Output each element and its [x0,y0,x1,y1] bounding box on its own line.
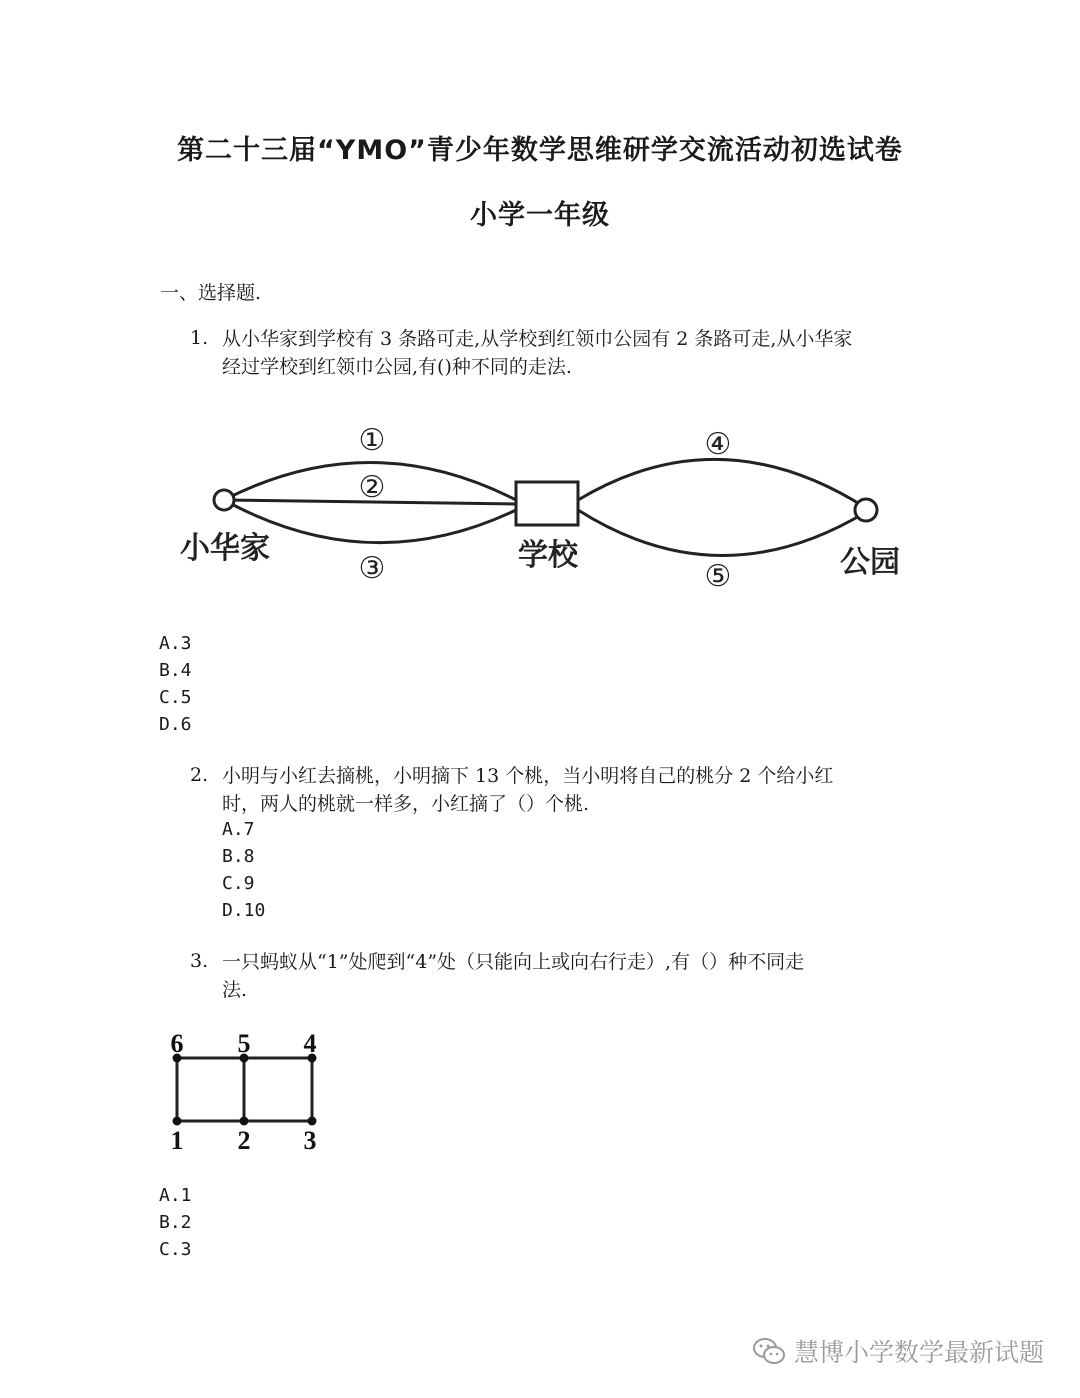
question-1-line-2: 经过学校到红领巾公园,有()种不同的走法. [222,356,572,378]
home-node [214,490,234,510]
grid-node-4: 4 [303,1029,317,1058]
question-2-line-1: 小明与小红去摘桃，小明摘下 13 个桃，当小明将自己的桃分 2 个给小红 [222,765,834,787]
grid-node-2: 2 [237,1126,251,1155]
question-2-text [222,762,922,818]
park-label: 公园 [840,545,900,580]
question-3-line-1: 一只蚂蚁从“1”处爬到“4”处（只能向上或向右行走）,有（）种不同走 [222,951,805,973]
route-4-label: ④ [704,427,732,462]
question-3-text [222,948,922,1004]
route-3-label: ③ [358,551,386,586]
option-a: A.7 [222,819,255,840]
route-5-path [578,510,866,556]
question-2-number: 2. [190,764,209,786]
watermark-text: 慧博小学数学最新试题 [793,1338,1044,1367]
grid-node-5: 5 [237,1029,251,1058]
park-node [855,499,877,521]
routes-diagram [150,410,930,610]
home-label: 小华家 [180,531,270,566]
question-3-options [159,1182,192,1263]
question-2-line-2: 时，两人的桃就一样多，小红摘了（）个桃. [222,793,590,815]
option-a: A.3 [159,633,192,654]
school-label: 学校 [518,538,578,573]
question-2-options [222,816,265,924]
option-b: B.2 [159,1212,192,1233]
school-node [516,482,578,525]
option-d: D.6 [159,714,192,735]
option-d: D.10 [222,900,266,921]
route-2-label: ② [358,470,386,505]
grid-node-3: 3 [303,1126,317,1155]
route-4-path [578,459,866,508]
question-1-options [159,630,192,738]
grid-node-1: 1 [170,1126,184,1155]
question-1-line-1: 从小华家到学校有 3 条路可走,从学校到红领巾公园有 2 条路可走,从小华家 [222,328,853,350]
question-1-text [222,325,922,381]
wechat-icon [752,1336,786,1366]
option-b: B.4 [159,660,192,681]
watermark [752,1333,1044,1369]
option-a: A.1 [159,1185,192,1206]
question-3-number: 3. [190,950,209,972]
route-1-label: ① [358,423,386,458]
question-1-number: 1. [190,327,209,349]
route-5-label: ⑤ [704,559,732,594]
option-c: C.5 [159,687,192,708]
grid-diagram [155,1025,335,1155]
section-title: 一、选择题. [160,282,262,304]
question-3-line-2: 法. [222,979,248,1001]
option-c: C.9 [222,873,255,894]
page-subtitle: 小学一年级 [470,200,610,231]
option-b: B.8 [222,846,255,867]
page-title: 第二十三届“YMO”青少年数学思维研学交流活动初选试卷 [177,135,903,166]
option-c: C.3 [159,1239,192,1260]
grid-node-6: 6 [170,1029,184,1058]
